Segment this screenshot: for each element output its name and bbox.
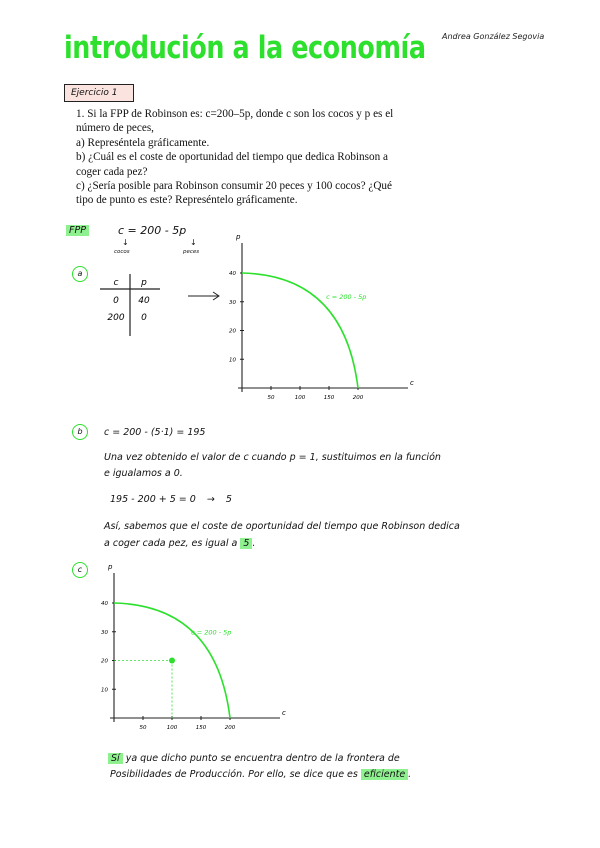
problem-line: 1. Si la FPP de Robinson es: c=200–5p, donde c son los cocos y p es el [76, 108, 394, 120]
curve-label: c = 200 - 5p [326, 292, 367, 301]
part-b-text: Una vez obtenido el valor de c cuando p = 1, sustituimos en la función [104, 452, 441, 463]
author-name: Andrea González Segovia [442, 32, 545, 41]
down-arrow-icon: ↓ [190, 238, 197, 247]
y-tick-label: 30 [229, 299, 236, 306]
y-tick-label: 20 [229, 328, 236, 335]
fpp-chart-c [90, 558, 300, 738]
problem-line: a) Represéntela gráficamente. [76, 136, 210, 149]
part-b-equation: 195 - 200 + 5 = 0 → 5 [110, 494, 232, 505]
part-a-marker: a [72, 266, 88, 282]
part-b-marker: b [72, 424, 88, 440]
peces-note: peces [183, 249, 200, 255]
y-tick-label: 30 [101, 629, 108, 636]
fpp-equation: c = 200 - 5p [118, 224, 187, 237]
problem-line: coger cada pez? [76, 165, 148, 178]
down-arrow-icon: ↓ [122, 238, 129, 247]
y-axis-label: p [108, 563, 113, 571]
part-c-answer: Sí ya que dicho punto se encuentra dentro de la frontera de [108, 753, 400, 764]
y-tick-label: 40 [101, 601, 108, 607]
value-table [96, 272, 166, 340]
table-cell: 0 [113, 296, 119, 306]
problem-line: número de peces, [76, 122, 154, 135]
x-tick-label: 50 [139, 725, 147, 731]
problem-statement [76, 107, 426, 208]
x-tick-label: 50 [267, 395, 275, 401]
page-title: introdución a la economía [64, 30, 426, 66]
problem-line: c) ¿Sería posible para Robinson consumir 20 peces y 100 cocos? ¿Qué [76, 180, 392, 193]
table-header-p: p [141, 278, 147, 288]
table-cell: 40 [138, 296, 150, 306]
y-tick-label: 10 [229, 357, 236, 364]
table-header-c: c [113, 278, 119, 288]
part-c-answer: Posibilidades de Producción. Por ello, se dice que es eficiente . [110, 769, 412, 780]
problem-line: b) ¿Cuál es el coste de oportunidad del tiempo que dedica Robinson a [76, 151, 388, 164]
x-tick-label: 200 [352, 395, 364, 401]
x-tick-label: 200 [224, 725, 236, 731]
x-tick-label: 100 [294, 395, 306, 401]
part-b-calc: c = 200 - (5·1) = 195 [104, 427, 206, 438]
fpp-chart-a [220, 230, 425, 410]
data-point [169, 658, 175, 664]
x-tick-label: 150 [195, 725, 207, 731]
table-cell: 200 [107, 313, 125, 323]
exercise-label: Ejercicio 1 [64, 84, 134, 102]
part-b-conclusion: Así, sabemos que el coste de oportunidad del tiempo que Robinson dedica [104, 521, 460, 532]
y-tick-label: 20 [101, 658, 108, 665]
x-tick-label: 100 [166, 725, 178, 731]
y-tick-label: 40 [229, 271, 236, 277]
table-cell: 0 [141, 313, 147, 323]
y-axis-label: p [236, 233, 241, 241]
y-tick-label: 10 [101, 687, 108, 694]
right-arrow-icon: → [206, 494, 215, 505]
fpp-curve [242, 273, 358, 388]
part-b-conclusion: a coger cada pez, es igual a 5 . [104, 538, 256, 549]
x-axis-label: c [410, 379, 414, 387]
part-c-marker: c [72, 562, 88, 578]
x-tick-label: 150 [323, 395, 335, 401]
curve-label: c = 200 - 5p [191, 628, 232, 637]
part-b-text: e igualamos a 0. [104, 468, 183, 479]
fpp-label: FPP [66, 225, 89, 236]
cocos-note: cocos [114, 249, 130, 255]
right-arrow-icon [186, 290, 222, 302]
problem-line: tipo de punto es este? Represéntelo gráficamente. [76, 194, 298, 207]
x-axis-label: c [282, 709, 286, 717]
